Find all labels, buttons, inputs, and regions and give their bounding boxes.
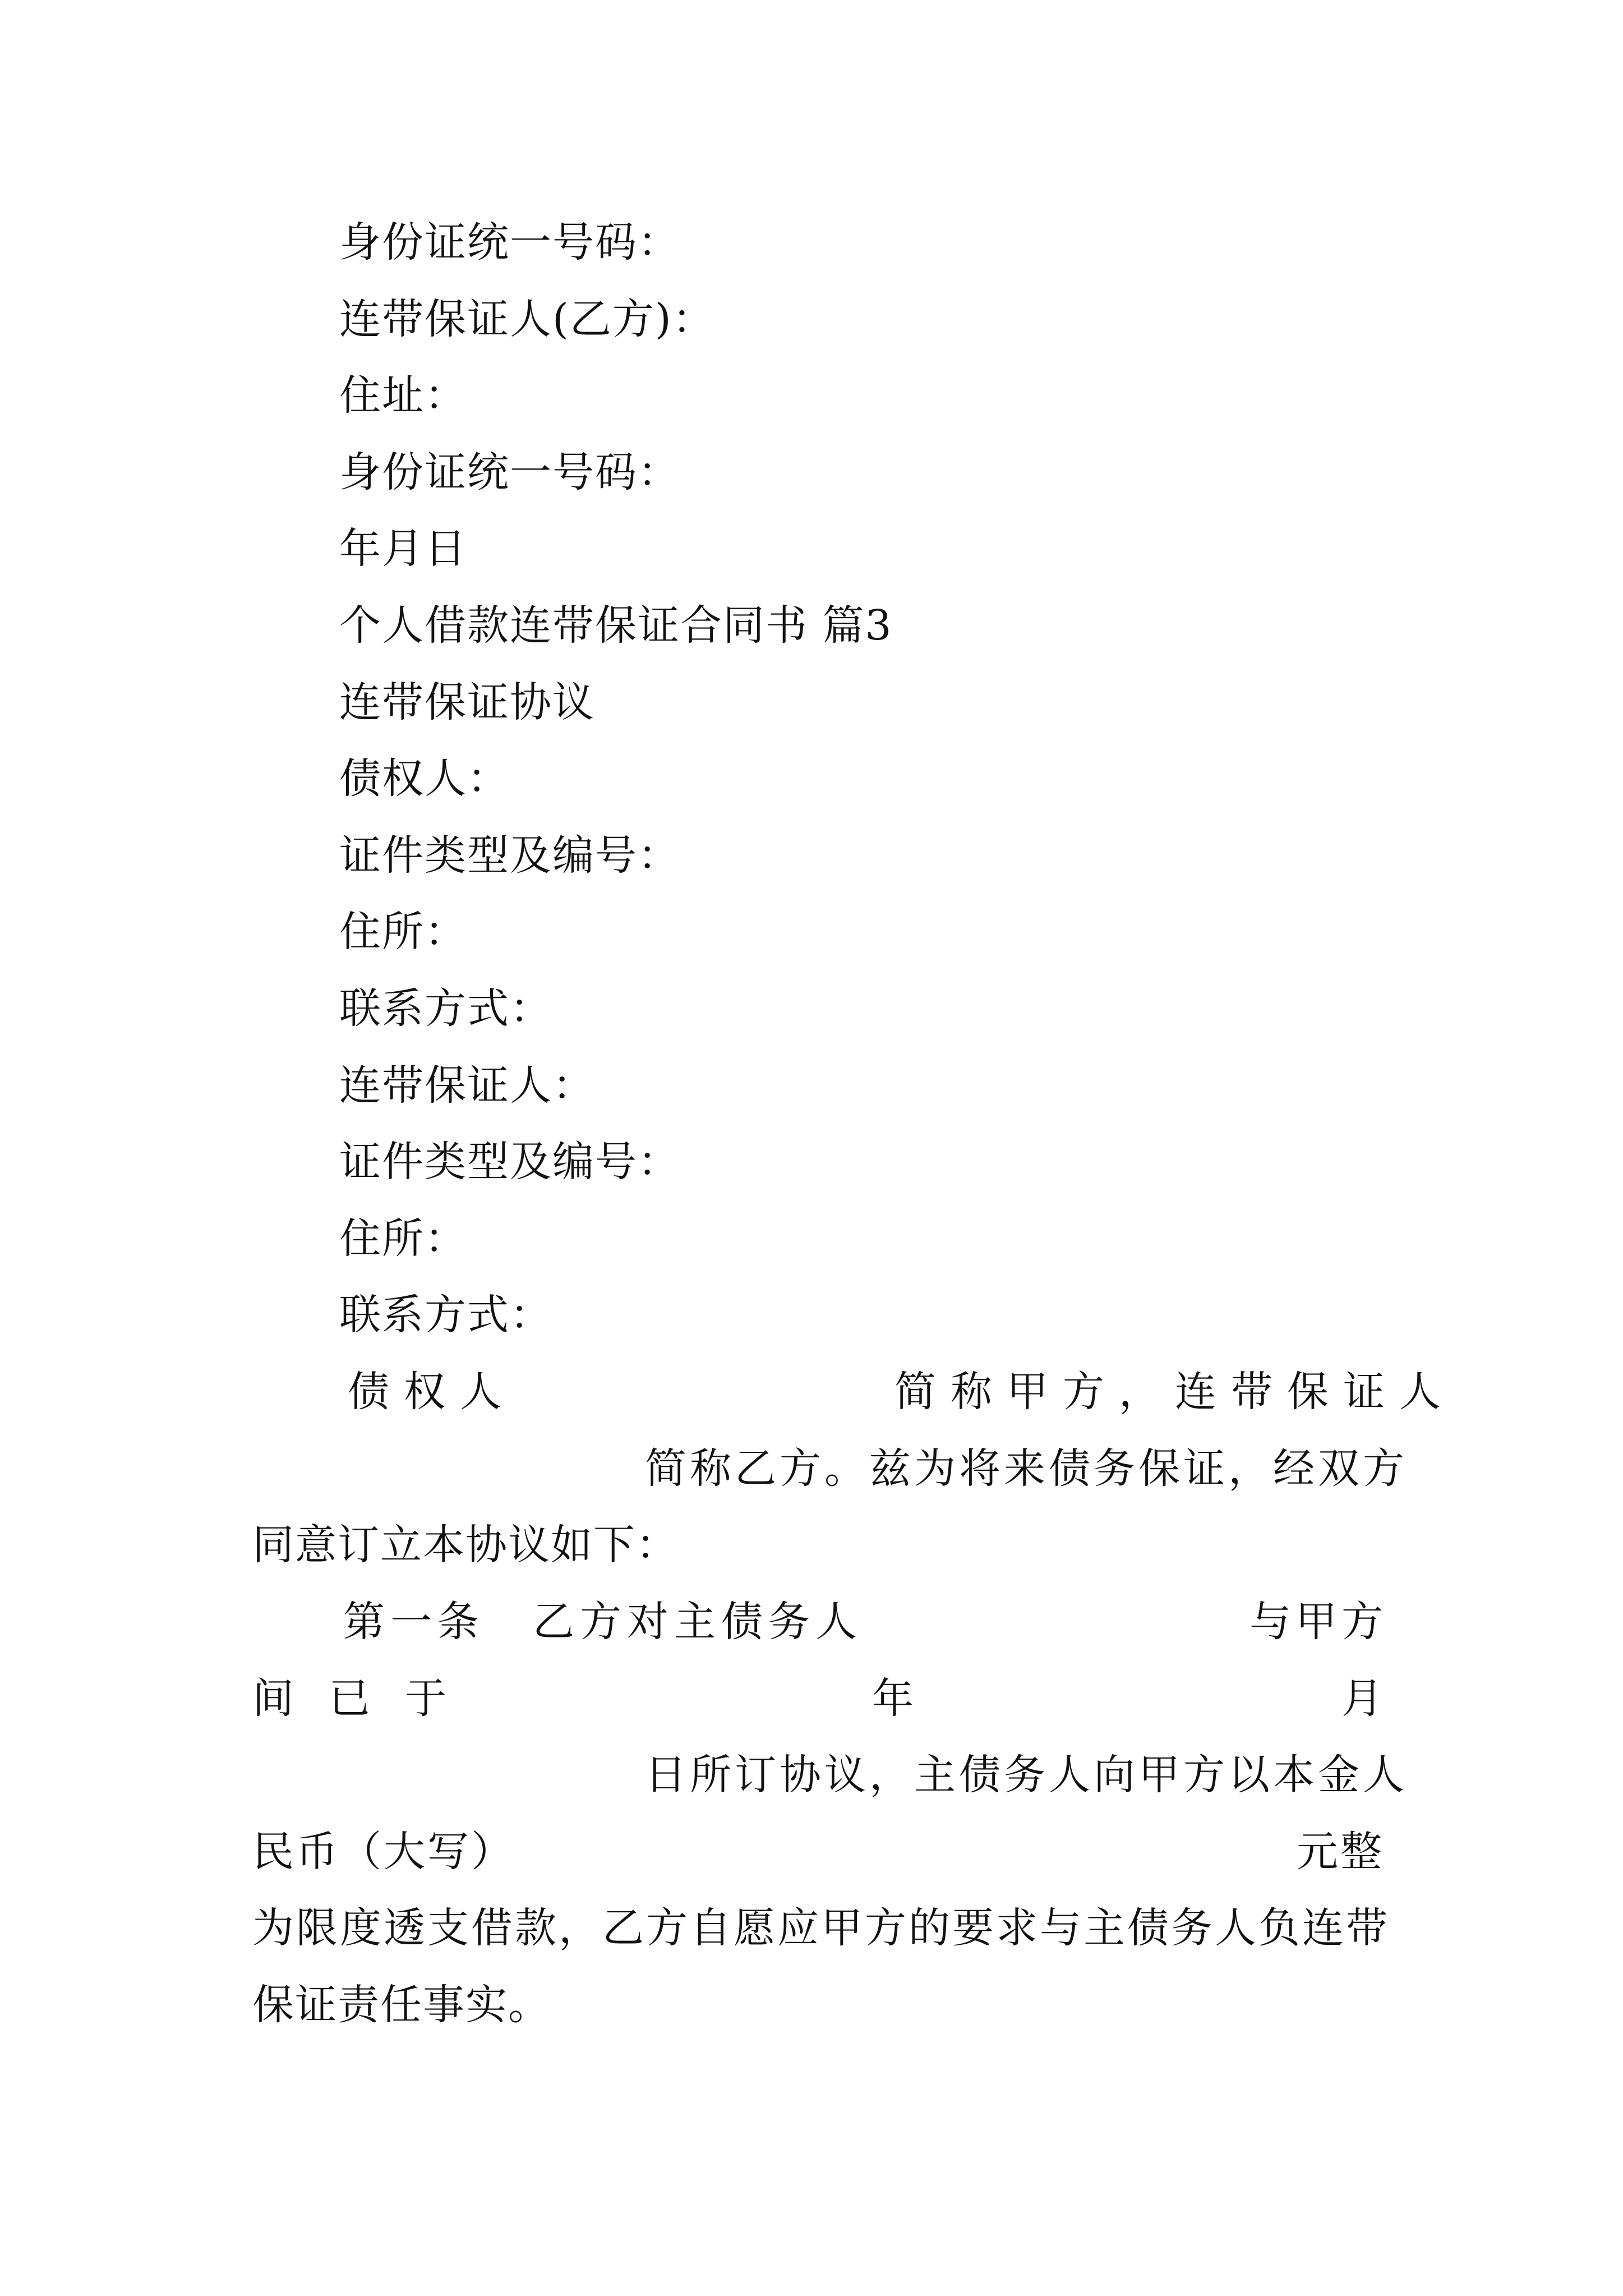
article-one-currency: 民币（大写）	[252, 1828, 515, 1876]
article-one-text-4: 为限度透支借款，乙方自愿应甲方的要求与主债务人负连带	[252, 1904, 1390, 1952]
date-line: 年月日	[339, 524, 467, 573]
article-one-text-3: 日所订协议，主债务人向甲方以本金人	[645, 1751, 1408, 1799]
creditor-field: 债权人：	[339, 754, 510, 803]
article-one-text-5: 保证责任事实。	[252, 1981, 551, 2029]
id-number-field-1: 身份证统一号码：	[339, 218, 680, 266]
guarantor-id-type-field: 证件类型及编号：	[339, 1138, 680, 1186]
preamble-party-a-text: 简称甲方，连带保证人	[895, 1368, 1455, 1416]
article-one-yuan: 元整	[1297, 1828, 1384, 1876]
guarantor-field: 连带保证人：	[339, 1061, 595, 1110]
article-one-year: 年	[872, 1674, 914, 1723]
agreement-title: 连带保证协议	[339, 678, 595, 726]
id-number-field-2: 身份证统一号码：	[339, 448, 680, 496]
creditor-contact-field: 联系方式：	[339, 984, 552, 1033]
creditor-residence-field: 住所：	[339, 908, 467, 956]
article-one-month: 月	[1341, 1674, 1383, 1723]
article-one-between: 间已于	[252, 1674, 481, 1723]
guarantor-residence-field: 住所：	[339, 1214, 467, 1263]
preamble-party-b-text: 简称乙方。兹为将来债务保证，经双方	[645, 1444, 1408, 1493]
section-title: 个人借款连带保证合同书 篇3	[339, 601, 893, 650]
creditor-id-type-field: 证件类型及编号：	[339, 831, 680, 880]
address-field: 住址：	[339, 371, 467, 420]
preamble-creditor-label: 债权人	[348, 1368, 516, 1416]
article-one-text-2: 与甲方	[1249, 1598, 1387, 1646]
guarantor-contact-field: 联系方式：	[339, 1291, 552, 1339]
article-one-text-1: 乙方对主债务人	[533, 1598, 863, 1646]
preamble-closing: 同意订立本协议如下：	[252, 1521, 679, 1569]
guarantor-party-b-field: 连带保证人(乙方)：	[339, 295, 715, 343]
article-one-heading: 第一条	[343, 1598, 485, 1646]
